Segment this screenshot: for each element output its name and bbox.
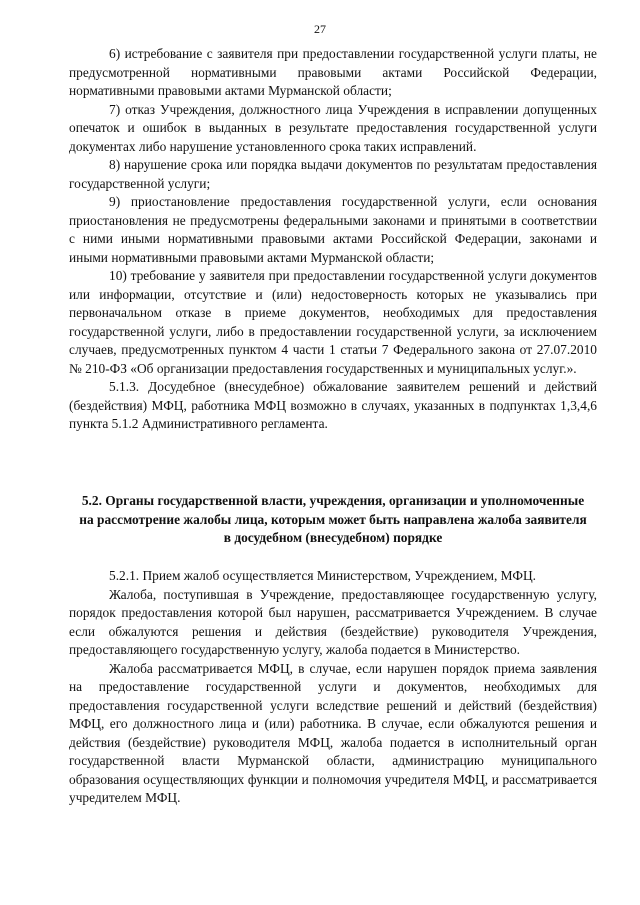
list-item-8: 8) нарушение срока или порядка выдачи документов по результатам предоставления государственной услуги; [69, 157, 597, 191]
section-body-5-2 [69, 567, 597, 808]
list-item-6: 6) истребование с заявителя при предоставлении государственной услуги платы, не предусмотренной нормативными правовыми актами Российской Федерации, нормативными правовыми актами Мурманской области; [69, 46, 597, 98]
paragraph-complaint-institution: Жалоба, поступившая в Учреждение, предоставляющее государственную услугу, порядок предоставления которой был нарушен, рассматривается Учреждением. В случае если обжалуются решения и действия (бездействие) руководителя Учреждения, предоставляющего государственную услугу, жалоба подается в Министерство. [69, 586, 597, 657]
list-item-7: 7) отказ Учреждения, должностного лица Учреждения в исправлении допущенных опечаток и ошибок в выданных в результате предоставления государственной услуги документах либо нарушение установленного срока таких исправлений. [69, 101, 597, 154]
clause-5-1-3: 5.1.3. Досудебное (внесудебное) обжалование заявителем решений и действий (бездействия) МФЦ, работника МФЦ возможно в случаях, указанных в подпунктах 1,3,4,6 пункта 5.1.2 Административного регламента. [69, 379, 597, 431]
paragraph-complaint-mfc: Жалоба рассматривается МФЦ, в случае, если нарушен порядок приема заявления на предоставление государственной услуги и документов, необходимых для предоставления государственной услуги вследствие решений и действий (бездействия) МФЦ, его должностного лица и (или) работника. В случае, если обжалуются решения и действия (бездействие) руководителя МФЦ, жалоба подается в исполнительный орган государственной власти Мурманской области, администрацию муниципального образования осуществляющих функции и полномочия учредителя МФЦ, и рассматривается учредителем МФЦ. [69, 660, 597, 805]
list-item-9: 9) приостановление предоставления государственной услуги, если основания приостановления не предусмотрены федеральными законами и принятыми в соответствии с ними иными нормативными правовыми актами Российской Федерации, законами и иными нормативными правовыми актами Мурманской области; [69, 194, 597, 265]
page-number: 27 [314, 22, 326, 36]
clause-5-2-1: 5.2.1. Прием жалоб осуществляется Министерством, Учреждением, МФЦ. [109, 568, 537, 583]
section-heading-5-2: 5.2. Органы государственной власти, учреждения, организации и уполномоченные на рассмотрение жалобы лица, которым может быть направлена жалоба заявителя в досудебном (внесудебном) порядке [79, 493, 587, 545]
list-item-10: 10) требование у заявителя при предоставлении государственной услуги документов или информации, отсутствие и (или) недостоверность которых не указывались при первоначальном отказе в приеме документов, необходимых для предоставления государственной услуги, либо в предоставлении государственной услуги, за исключением случаев, предусмотренных пунктом 4 части 1 статьи 7 Федерального закона от 27.07.2010 № 210-ФЗ «Об организации предоставления государственных и муниципальных услуг.». [69, 268, 597, 376]
document-body [69, 45, 597, 434]
